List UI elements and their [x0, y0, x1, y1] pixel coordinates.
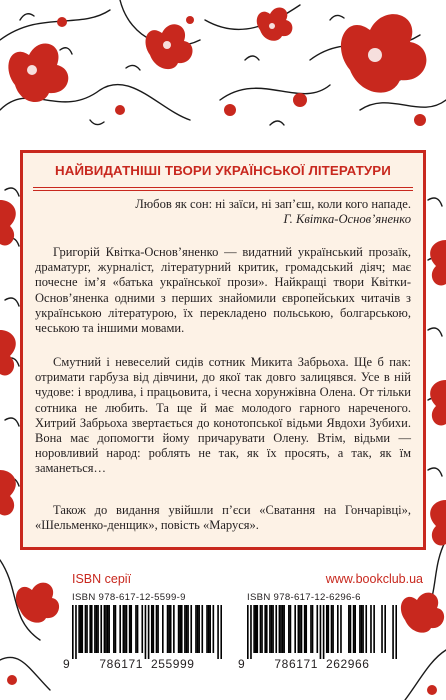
book-isbn-number: ISBN 978-617-12-6296-6 — [247, 592, 361, 603]
barcode-bar — [113, 605, 115, 653]
paragraph-author-bio: Григорій Квітка-Основ’яненко — видатний український прозаїк, драматург, журналіст, літературний критик, громадський діяч; має почесне ім’я «батька української прози». Найкращі твори Квітки-Основ’яненка одними з перших знайомили європейських читачів з українською літературою, їх перекладено польською, болгарською, чеською та іншими мовами. — [35, 245, 411, 336]
barcode-bar — [256, 605, 258, 653]
barcode-bar — [213, 605, 215, 653]
barcode-bar — [162, 605, 164, 653]
barcode-bar — [247, 605, 249, 659]
barcode-bar — [282, 605, 284, 653]
barcode-bar — [206, 605, 208, 653]
annotation-panel — [20, 150, 426, 550]
barcode-bar — [220, 605, 222, 659]
barcode-bar — [264, 605, 266, 653]
barcode-bar — [197, 605, 199, 653]
barcode-bar — [80, 605, 82, 653]
barcode-bar — [328, 605, 330, 653]
barcode-bar — [72, 605, 74, 659]
book-isbn-block — [238, 572, 423, 671]
barcode-bar — [104, 605, 106, 653]
barcode-bar — [337, 605, 339, 653]
barcode-bar — [373, 605, 375, 653]
barcode-bar — [168, 605, 170, 653]
epigraph — [35, 197, 411, 227]
barcode-bar — [186, 605, 188, 653]
barcode-bar — [348, 605, 350, 653]
barcode-bar — [323, 605, 325, 659]
barcode-bar — [105, 605, 107, 653]
barcode-bar — [280, 605, 282, 653]
barcode-bar — [384, 605, 386, 653]
barcode-bar — [312, 605, 314, 653]
barcode-bar — [288, 605, 290, 653]
barcode-bar — [304, 605, 306, 653]
barcode-bar — [184, 605, 186, 653]
barcode-bar — [91, 605, 93, 653]
barcode-bar — [156, 605, 158, 653]
barcode-bar — [151, 605, 153, 653]
barcode-bar — [250, 605, 252, 659]
barcode-bar — [283, 605, 285, 653]
barcode-bar — [135, 605, 137, 653]
barcode-bar — [217, 605, 219, 659]
divider — [33, 187, 413, 188]
barcode-bar — [294, 605, 296, 653]
barcode-bar — [124, 605, 126, 653]
barcode-bar — [332, 605, 334, 653]
series-isbn-label: ISBN серії — [72, 572, 132, 586]
barcode-bar — [350, 605, 352, 653]
barcode-bar — [353, 605, 355, 653]
barcode-bar — [145, 605, 147, 659]
barcode-bar — [290, 605, 292, 653]
barcode-bar — [316, 605, 318, 653]
barcode-bar — [130, 605, 132, 653]
barcode-bar — [305, 605, 307, 653]
publisher-url[interactable]: www.bookclub.ua — [325, 572, 423, 586]
barcode-bar — [119, 605, 121, 653]
barcode-bar — [381, 605, 383, 653]
barcode-bar — [279, 605, 281, 653]
barcode-bar — [97, 605, 99, 653]
barcode-bar — [179, 605, 181, 653]
series-isbn-block — [63, 572, 248, 671]
barcode-bar — [299, 605, 301, 653]
barcode-bar — [170, 605, 172, 653]
barcode-bar — [326, 605, 328, 653]
barcode-bar — [126, 605, 128, 653]
barcode-bar — [190, 605, 192, 653]
divider — [33, 190, 413, 191]
barcode-bar — [298, 605, 300, 653]
barcode-bar — [266, 605, 268, 653]
barcode-series — [72, 605, 222, 659]
barcode-bar — [395, 605, 397, 659]
barcode-bar — [115, 605, 117, 653]
barcode-bar — [320, 605, 322, 659]
barcode-bar — [123, 605, 125, 653]
barcode-bar — [81, 605, 83, 653]
barcode-bar — [96, 605, 98, 653]
barcode-bar — [173, 605, 175, 653]
barcode-bar — [331, 605, 333, 653]
barcode-bar — [148, 605, 150, 659]
barcode-bar — [275, 605, 277, 653]
barcode-bar — [94, 605, 96, 653]
barcode-bar — [370, 605, 372, 653]
barcode-bar — [201, 605, 203, 653]
barcode-bar — [78, 605, 80, 653]
barcode-bar — [178, 605, 180, 653]
barcode-bar — [89, 605, 91, 653]
barcode-bar — [260, 605, 262, 653]
paragraph-plot: Смутний і невеселий сидів сотник Микита Забрьоха. Ще б пак: отримати гарбуза від дівчини, до якої так довго залицявся. Усе в ній чудове: і вродлива, і працьовита, і чесна хорунжівна Олена. От тільки сотника не любить. Та ще й має молодого гарного нареченого. Хитрий Забрьоха звертається до конотопської відьми Явдохи Зубихи. Вона має допомогти йому причарувати Олену. Втім, відьми — норовливий народ: роблять не так, як їх просять, а так, як їм заманеться… — [35, 355, 411, 476]
barcode-bar — [392, 605, 394, 659]
barcode-bar — [362, 605, 364, 653]
barcode-digits: 9 786171 262966 — [238, 657, 370, 671]
barcode-bar — [301, 605, 303, 653]
barcode-bar — [269, 605, 271, 653]
barcode-bar — [198, 605, 200, 653]
barcode-bar — [209, 605, 211, 653]
barcode-book — [247, 605, 397, 659]
barcode-bar — [359, 605, 361, 653]
barcode-bar — [108, 605, 110, 653]
barcode-bar — [75, 605, 77, 659]
barcode-bar — [255, 605, 257, 653]
barcode-bar — [354, 605, 356, 653]
barcode-bar — [340, 605, 342, 653]
barcode-bar — [272, 605, 274, 653]
paragraph-contents: Також до видання увійшли п’єси «Сватання на Гончарівці», «Шельменко-денщик», повість «Маруся». — [35, 503, 411, 533]
barcode-bar — [85, 605, 87, 653]
series-isbn-number: ISBN 978-617-12-5599-9 — [72, 592, 186, 603]
barcode-bar — [208, 605, 210, 653]
barcode-bar — [153, 605, 155, 653]
barcode-bar — [195, 605, 197, 653]
barcode-bar — [167, 605, 169, 653]
barcode-digits: 9 786171 255999 — [63, 657, 195, 671]
barcode-bar — [261, 605, 263, 653]
barcode-bar — [157, 605, 159, 653]
barcode-bar — [365, 605, 367, 653]
barcode-bar — [137, 605, 139, 653]
barcode-bar — [100, 605, 102, 653]
barcode-bar — [271, 605, 273, 653]
series-title: НАЙВИДАТНІШІ ТВОРИ УКРАЇНСЬКОЇ ЛІТЕРАТУРИ — [55, 163, 391, 178]
barcode-bar — [361, 605, 363, 653]
epigraph-author: Г. Квітка-Основ’яненко — [283, 212, 411, 226]
barcode-bar — [181, 605, 183, 653]
barcode-bar — [310, 605, 312, 653]
barcode-bar — [253, 605, 255, 653]
barcode-bar — [187, 605, 189, 653]
barcode-bar — [129, 605, 131, 653]
barcode-bar — [141, 605, 143, 653]
barcode-bar — [107, 605, 109, 653]
epigraph-quote: Любов як сон: ні заїси, ні зап’єш, коли кого нападе. — [135, 197, 411, 211]
barcode-bar — [86, 605, 88, 653]
